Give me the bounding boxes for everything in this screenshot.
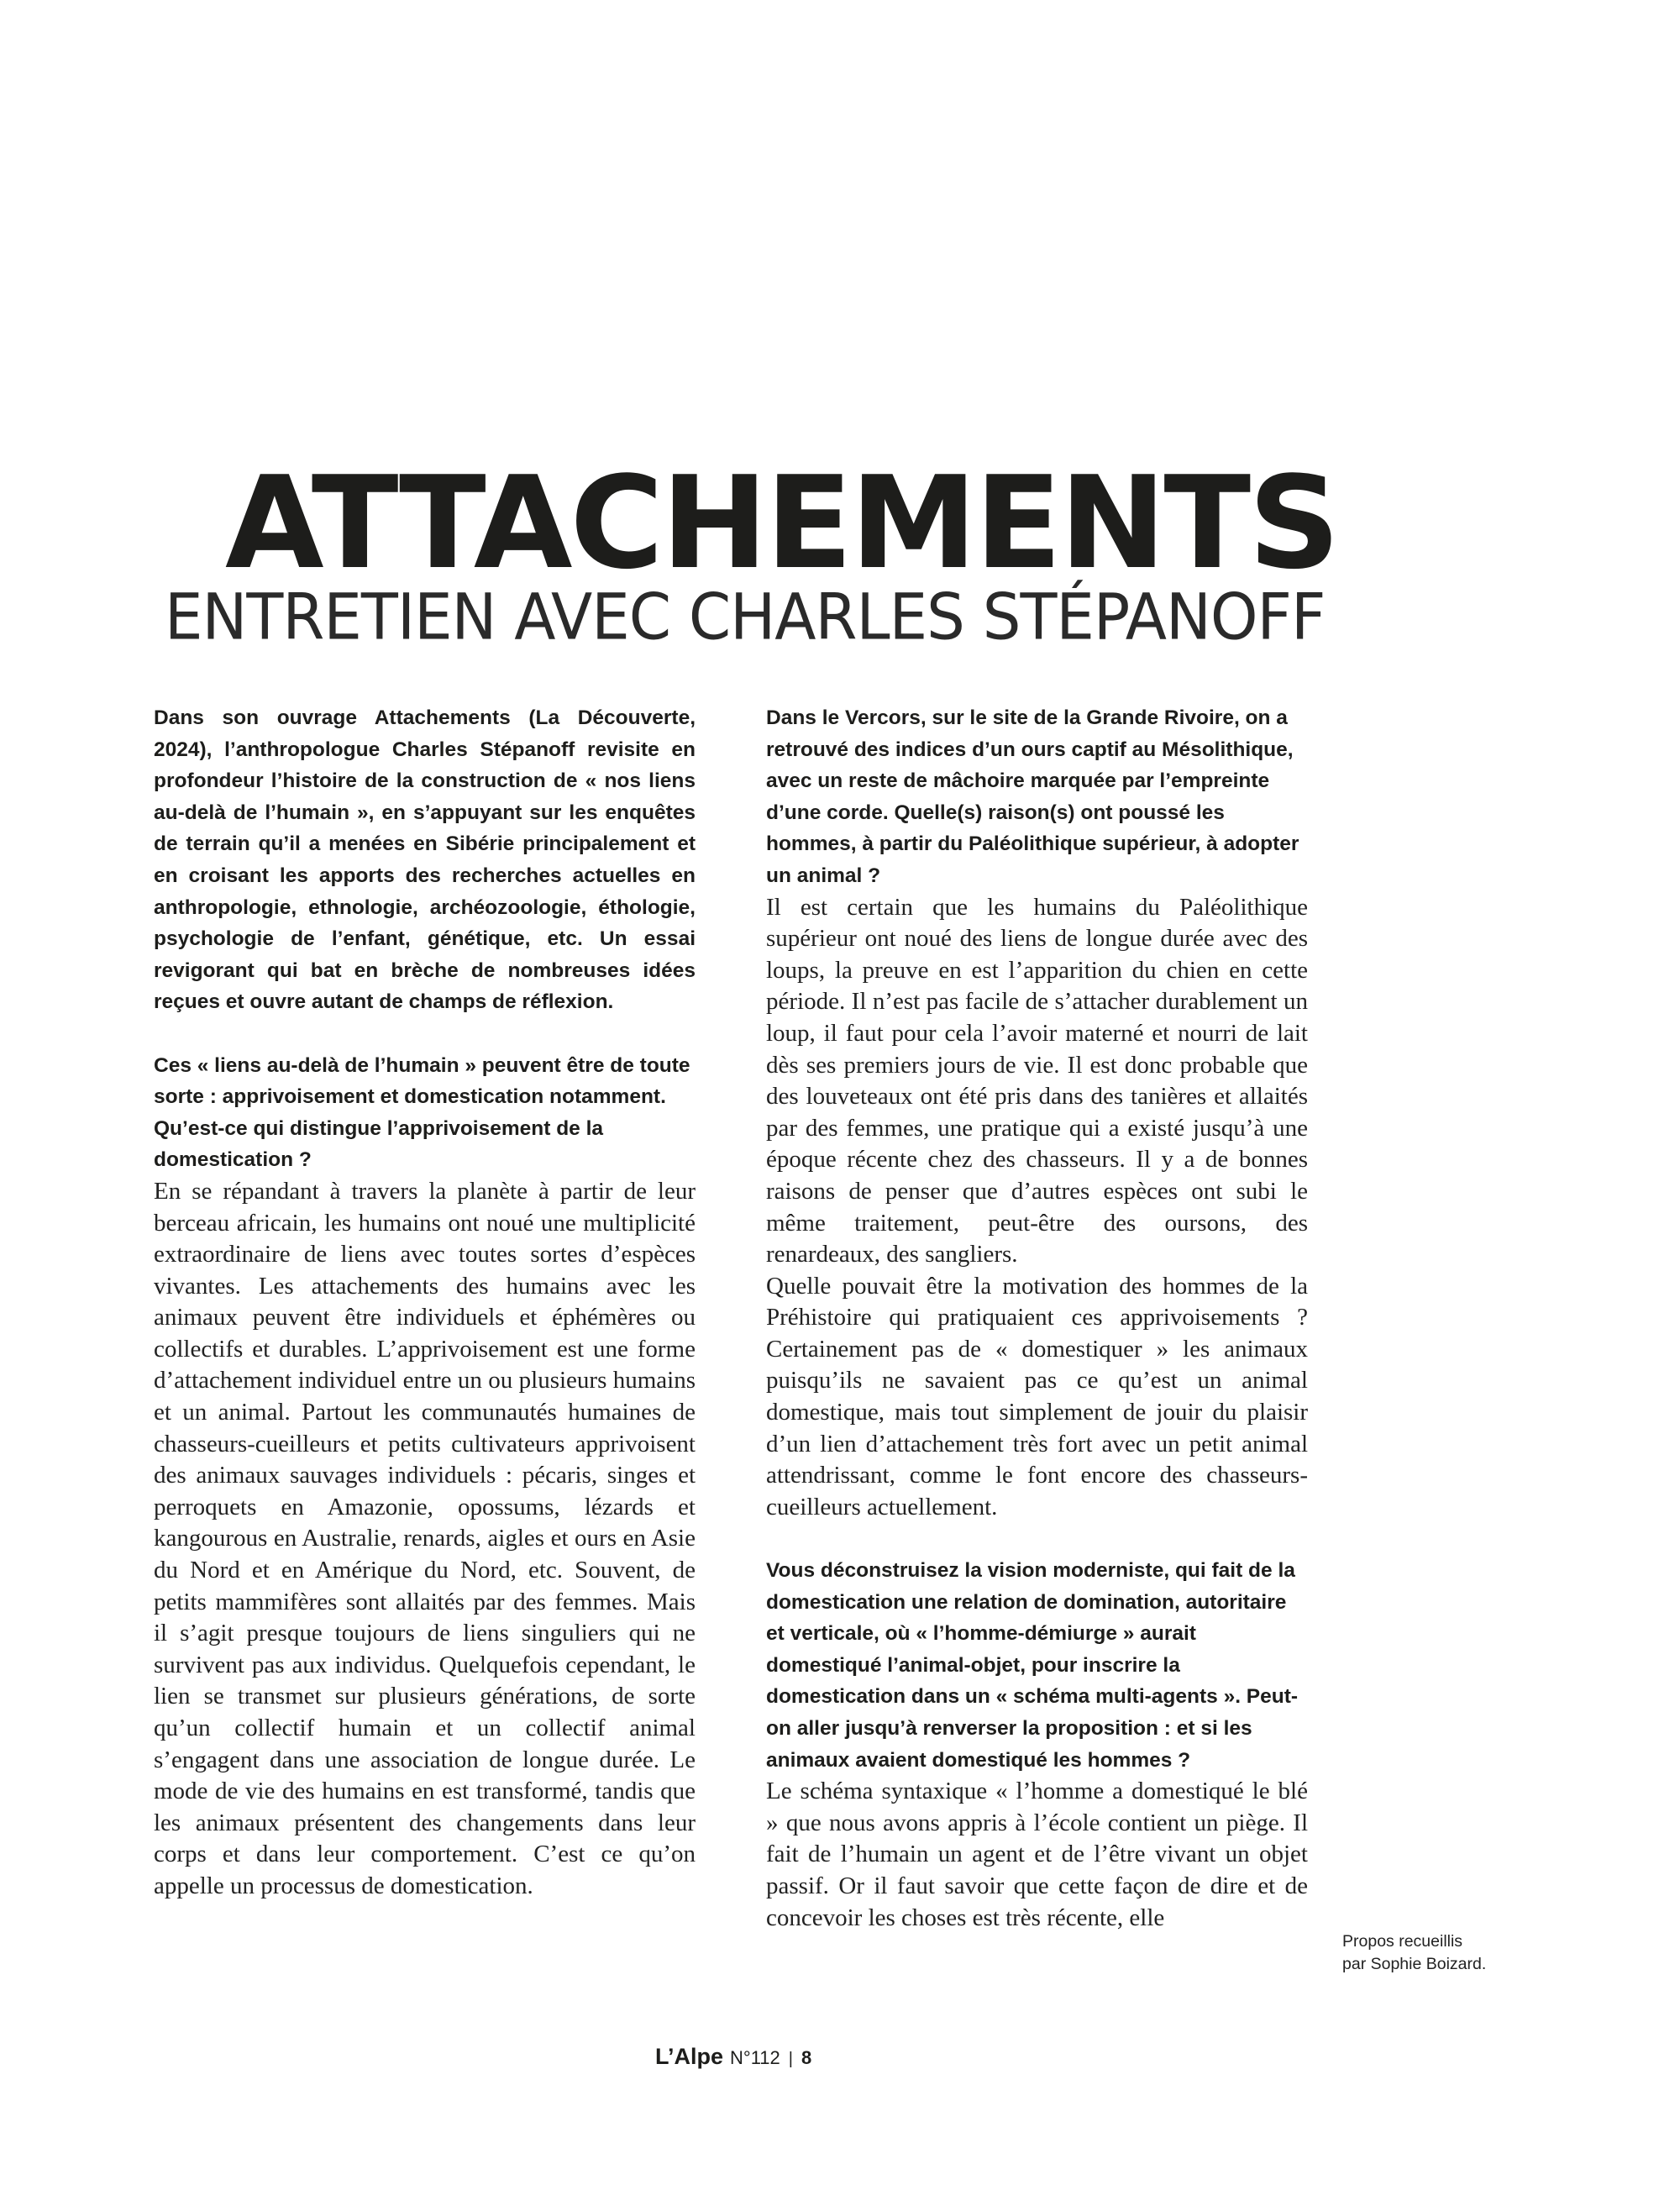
magazine-name: L’Alpe [655, 2044, 724, 2069]
answer-2-continued: Quelle pouvait être la motivation des hommes de la Préhistoire qui pratiquaient ces apprivoisements ? Certainement pas de « domestiquer » les animaux puisqu’ils ne savaient pas ce qu’est un animal domestique, mais tout simplement de jouir du plaisir d’un lien d’attachement très fort avec un petit animal attendrissant, comme le font encore des chasseurs-cueilleurs actuellement. [766, 1272, 1308, 1520]
answer-1: En se répandant à travers la planète à partir de leur berceau africain, les humains ont noué une multiplicité extraordinaire de liens avec toutes sortes d’espèces vivantes. Les attachements des humains avec les animaux peuvent être individuels et éphémères ou collectifs et durables. L’apprivoisement est une forme d’attachement individuel entre un ou plusieurs humains et un animal. Partout les communautés humaines de chasseurs-cueilleurs et petits cultivateurs apprivoisent des animaux sauvages individuels : pécaris, singes et perroquets en Amazonie, opossums, lézards et kangourous en Australie, renards, aigles et ours en Asie du Nord et en Amérique du Nord, etc. Souvent, de petits mammifères sont allaités par des femmes. Mais il s’agit presque toujours de liens singuliers qui ne survivent pas aux individus. Quelquefois cependant, le lien se transmet sur plusieurs générations, de sorte qu’un collectif humain et un collectif animal s’engagent dans une association de longue durée. Le mode de vie des humains en est transformé, tandis que les animaux présentent des changements dans leur corps et dans leur comportement. C’est ce qu’on appelle un processus de domestication. [154, 1177, 696, 1899]
footer-separator: | [788, 2050, 793, 2068]
intro-paragraph: Dans son ouvrage Attachements (La Découverte, 2024), l’anthropologue Charles Stépanoff revisite en profondeur l’histoire de la construction de « nos liens au-delà de l’humain », en s’appuyant sur les enquêtes de terrain qu’il a menées en Sibérie principalement et en croisant les apports des recherches actuelles en anthropologie, ethnologie, archéozoologie, éthologie, psychologie de l’enfant, génétique, etc. Un essai revigorant qui bat en brèche de nombreuses idées reçues et ouvre autant de champs de réflexion. [154, 706, 696, 1014]
credit-line-1: Propos recueillis [1342, 1932, 1463, 1951]
question-3: Vous déconstruisez la vision moderniste, qui fait de la domestication une relation de domination, autoritaire et verticale, où « l’homme-démiurge » aurait domestiqué l’animal-objet, pour inscrire la domestication dans un « schéma multi-agents ». Peut-on aller jusqu’à renverser la proposition : et si les animaux avaient domestiqué les hommes ? [766, 1559, 1299, 1772]
credit-line-2: par Sophie Boizard. [1342, 1955, 1487, 1973]
question-1: Ces « liens au-delà de l’humain » peuvent être de toute sorte : apprivoisement et domestication notamment. Qu’est-ce qui distingue l’apprivoisement de la domestication ? [154, 1053, 690, 1172]
right-column [766, 702, 1308, 1934]
answer-2: Il est certain que les humains du Paléolithique supérieur ont noué des liens de longue durée avec des loups, la preuve en est l’apparition du chien en cette période. Il n’est pas facile de s’attacher durablement un loup, il faut pour cela l’avoir materné et nourri de lait dès ses premiers jours de vie. Il est donc probable que des louveteaux ont été pris dans des tanières et allaités par des femmes, une pratique qui a existé jusqu’à une époque récente chez des chasseurs. Il y a de bonnes raisons de penser que d’autres espèces ont subi le même traitement, peut-être des oursons, des renardeaux, des sangliers. [766, 893, 1308, 1268]
issue-number: N°112 [730, 2047, 780, 2068]
answer-3: Le schéma syntaxique « l’homme a domestiqué le blé » que nous avons appris à l’école contient un piège. Il fait de l’humain un agent et de l’être vivant un objet passif. Or il faut savoir que cette façon de dire et de concevoir les choses est très récente, elle [766, 1778, 1308, 1931]
interview-credit [1342, 1930, 1486, 1976]
article-title: ATTACHEMENTS [225, 449, 1338, 597]
question-2: Dans le Vercors, sur le site de la Grande Rivoire, on a retrouvé des indices d’un ours captif au Mésolithique, avec un reste de mâchoire marquée par l’empreinte d’une corde. Quelle(s) raison(s) ont poussé les hommes, à partir du Paléolithique supérieur, à adopter un animal ? [766, 706, 1299, 887]
page-number: 8 [801, 2047, 812, 2068]
left-column [154, 702, 696, 1903]
article-subtitle: ENTRETIEN AVEC CHARLES STÉPANOFF [165, 580, 1326, 654]
page-footer [655, 2044, 811, 2072]
